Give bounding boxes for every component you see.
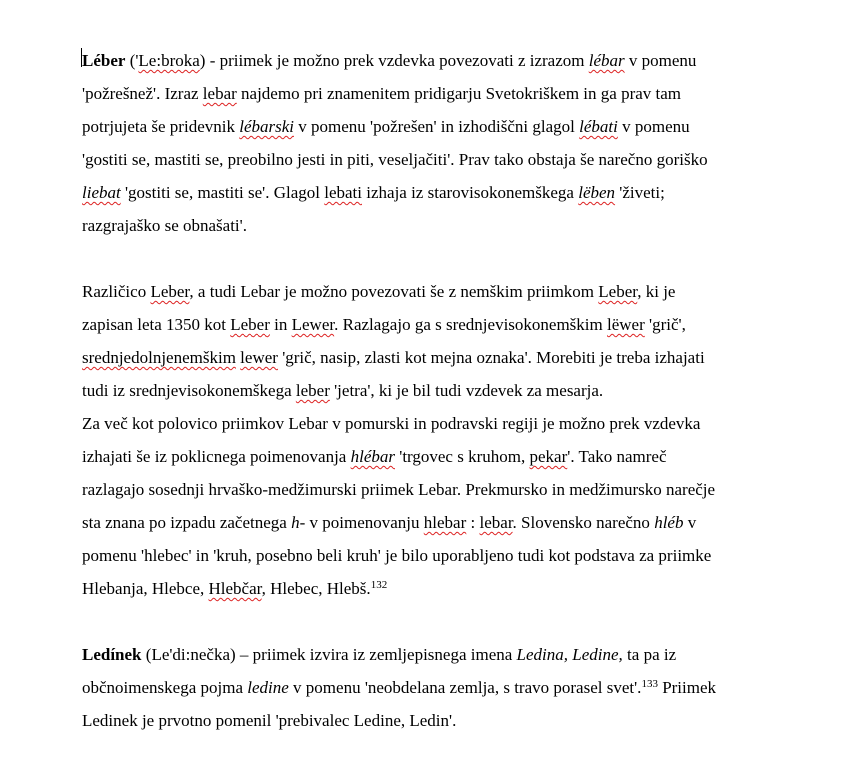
text-line xyxy=(82,473,812,506)
text-run: v pomenu 'neobdelana zemlja, s travo porasel svet'. xyxy=(288,678,642,697)
text-line xyxy=(82,176,812,209)
text-run: 'gostiti se, mastiti se, preobilno jesti in piti, veseljačiti'. Prav tako obstaja še narečno goriško xyxy=(82,150,708,169)
text-run: (Le'di:nečka) – priimek izvira iz zemljepisnega imena xyxy=(141,645,517,664)
text-run: zapisan leta 1350 kot xyxy=(82,315,231,334)
text-run: . Razlagajo ga s srednjevisokonemškim xyxy=(334,315,607,334)
italic-term: Ledina, Ledine, xyxy=(516,645,623,664)
text-line xyxy=(82,374,812,407)
spellcheck-flagged-word: lëwer xyxy=(607,315,645,334)
text-line xyxy=(82,341,812,374)
spellcheck-flagged-word: Lewer xyxy=(291,315,335,334)
entry-ledinek xyxy=(82,638,812,737)
italic-term: lébar xyxy=(588,51,625,70)
spellcheck-flagged-word: lebar xyxy=(479,513,513,532)
text-line xyxy=(82,671,812,704)
paragraph-spacer xyxy=(82,242,812,275)
text-line xyxy=(82,110,812,143)
text-line xyxy=(82,704,812,737)
text-run: 'požrešnež'. Izraz xyxy=(82,84,203,103)
text-run: v pomenu xyxy=(617,117,690,136)
text-run: pomenu 'hlebec' in 'kruh, posebno beli kruh' je bilo uporabljeno tudi kot podstava za priimke xyxy=(82,546,712,565)
spellcheck-flagged-word: srednjedolnjenemškim xyxy=(82,348,236,367)
text-line xyxy=(82,77,812,110)
text-line xyxy=(82,638,812,671)
text-line xyxy=(82,407,812,440)
italic-term: lëben xyxy=(578,183,616,202)
text-run: ta pa iz xyxy=(622,645,677,664)
text-run: 'grič, nasip, zlasti kot mejna oznaka'. Morebiti je treba izhajati xyxy=(277,348,705,367)
text-run: izhaja iz starovisokonemškega xyxy=(362,183,579,202)
spellcheck-flagged-word: Hlebčar xyxy=(208,579,262,598)
text-run: Hlebanja, Hlebce, xyxy=(82,579,209,598)
text-line xyxy=(82,275,812,308)
spellcheck-flagged-word: Leber xyxy=(598,282,638,301)
text-line xyxy=(82,506,812,539)
text-run: 'trgovec s kruhom, xyxy=(395,447,530,466)
text-run: '. Tako namreč xyxy=(567,447,667,466)
text-run: ) - priimek je možno prek vzdevka povezovati z izrazom xyxy=(199,51,589,70)
text-run: v xyxy=(683,513,697,532)
text-run: v poimenovanju xyxy=(305,513,424,532)
entry-leber xyxy=(82,44,812,242)
text-run: , Hlebec, Hlebš. xyxy=(261,579,371,598)
italic-term: hléb xyxy=(654,513,684,532)
text-run: : xyxy=(466,513,480,532)
spellcheck-flagged-word: lebar xyxy=(202,84,237,103)
italic-term: liebat xyxy=(82,183,121,202)
text-run: izhajati še iz poklicnega poimenovanja xyxy=(82,447,351,466)
text-run: Priimek xyxy=(657,678,717,697)
spellcheck-flagged-word: Leber xyxy=(230,315,270,334)
text-run: 'gostiti se, mastiti se'. Glagol xyxy=(120,183,325,202)
text-line xyxy=(82,440,812,473)
text-run: razlagajo sosednji hrvaško-medžimurski priimek Lebar. Prekmursko in medžimursko narečje xyxy=(82,480,716,499)
text-run: Različico xyxy=(82,282,151,301)
italic-term: lébarski xyxy=(239,117,294,136)
spellcheck-flagged-word: leber xyxy=(295,381,330,400)
text-run: sta znana po izpadu začetnega xyxy=(82,513,292,532)
text-line xyxy=(82,209,812,242)
text-run: , a tudi Lebar je možno povezovati še z nemškim priimkom xyxy=(189,282,599,301)
entry-lebar-variants xyxy=(82,275,812,605)
text-line xyxy=(82,539,812,572)
text-run: potrjujeta še pridevnik xyxy=(82,117,240,136)
spellcheck-flagged-word: Le:broka xyxy=(138,51,200,70)
text-line xyxy=(82,143,812,176)
headword: Léber xyxy=(82,51,126,70)
text-run: občnoimenskega pojma xyxy=(82,678,248,697)
document-page[interactable] xyxy=(82,44,812,737)
spellcheck-flagged-word: lewer xyxy=(240,348,278,367)
text-run: najdemo pri znamenitem pridigarju Svetokriškem in ga prav tam xyxy=(236,84,682,103)
text-line xyxy=(82,572,812,605)
text-run: Ledinek je prvotno pomenil 'prebivalec Ledine, Ledin'. xyxy=(82,711,457,730)
text-run: 'živeti; xyxy=(615,183,665,202)
italic-term: h- xyxy=(291,513,306,532)
text-run: , ki je xyxy=(637,282,676,301)
footnote-ref: 133 xyxy=(641,678,658,690)
headword: Ledínek xyxy=(82,645,142,664)
italic-term: hlébar xyxy=(350,447,395,466)
text-run: razgrajaško se obnašati'. xyxy=(82,216,247,235)
spellcheck-flagged-word: lebati xyxy=(324,183,362,202)
text-run: tudi iz srednjevisokonemškega xyxy=(82,381,296,400)
text-run: 'grič', xyxy=(644,315,686,334)
footnote-ref: 132 xyxy=(370,579,388,591)
text-run: Za več kot polovico priimkov Lebar v pomurski in podravski regiji je možno prek vzdevka xyxy=(82,414,701,433)
spellcheck-flagged-word: pekar xyxy=(529,447,568,466)
italic-term: ledine xyxy=(247,678,289,697)
text-line xyxy=(82,308,812,341)
spellcheck-flagged-word: Leber xyxy=(150,282,190,301)
text-run: v pomenu xyxy=(624,51,697,70)
text-run: (' xyxy=(125,51,139,70)
text-line xyxy=(82,44,812,77)
text-run: in xyxy=(269,315,292,334)
paragraph-spacer xyxy=(82,605,812,638)
text-run: . Slovensko narečno xyxy=(512,513,655,532)
spellcheck-flagged-word: hlebar xyxy=(423,513,467,532)
text-run: v pomenu 'požrešen' in izhodiščni glagol xyxy=(294,117,580,136)
italic-term: lébati xyxy=(579,117,618,136)
text-run: 'jetra', ki je bil tudi vzdevek za mesarja. xyxy=(329,381,604,400)
